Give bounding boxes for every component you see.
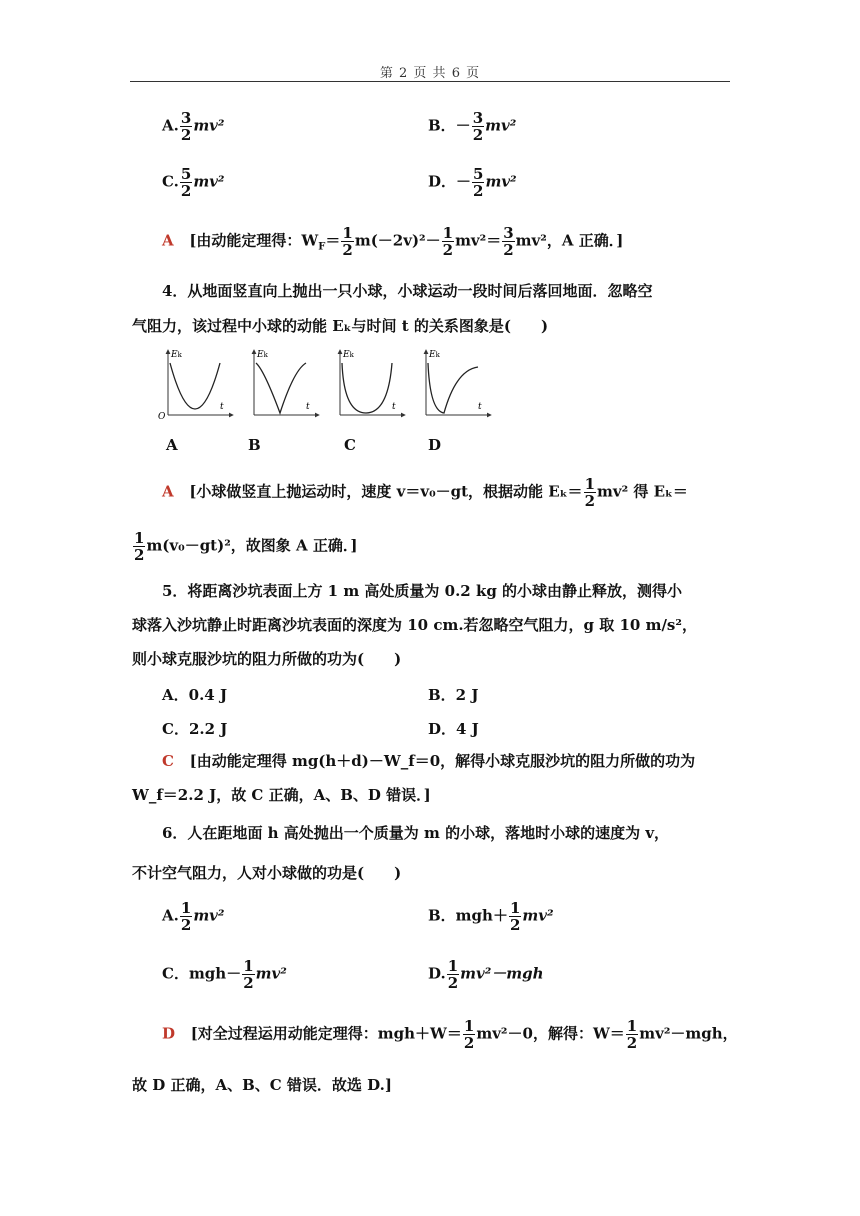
- q3-answer: A [由动能定理得：$W_F=$ $\frac{1}{2}$ m(－2v)²－ $\frac{1}{2}$ mv²＝ $\frac{3}{2}$ mv²，A 正确．]: [162, 224, 624, 259]
- q6-answer-line2: 故 D 正确，A、B、C 错误．故选 D.]: [132, 1076, 392, 1094]
- q6-option-d: D. $\frac{1}{2}$ mv²－mgh: [428, 957, 544, 992]
- q5-option-d: D．4 J: [428, 720, 479, 738]
- answer-letter: C: [162, 752, 174, 770]
- q3-option-c: C. $\frac{5}{2}$ mv²: [162, 165, 225, 200]
- svg-text:Ek: Ek: [171, 350, 182, 360]
- svg-text:Ek: Ek: [257, 350, 268, 360]
- graph-c: [340, 350, 405, 415]
- page-header: 第 2 页 共 6 页: [379, 66, 481, 81]
- svg-text:O: O: [158, 412, 166, 422]
- graph-a: [158, 350, 233, 422]
- svg-text:t: t: [392, 402, 396, 412]
- q4-stem-line1: 4．从地面竖直向上抛出一只小球，小球运动一段时间后落回地面．忽略空: [162, 282, 653, 300]
- q4-answer-line1: A [小球做竖直上抛运动时，速度 v＝v₀－gt，根据动能 Eₖ＝ $\frac{1}{2}$ mv² 得 Eₖ＝: [162, 475, 688, 510]
- q5-answer-line2: W_f＝2.2 J，故 C 正确，A、B、D 错误．]: [132, 786, 431, 804]
- q4-answer-line2: $\frac{1}{2}$ m(v₀－gt)²，故图象 A 正确．]: [134, 529, 358, 564]
- q5-option-b: B．2 J: [428, 686, 479, 704]
- graph-label-a: A: [166, 436, 178, 454]
- answer-letter: A: [162, 482, 174, 501]
- q4-stem-line2: 气阻力，该过程中小球的动能 Eₖ与时间 t 的关系图象是( ): [132, 317, 549, 335]
- q6-stem-line2: 不计空气阻力，人对小球做的功是( ): [132, 864, 402, 882]
- svg-text:t: t: [306, 402, 310, 412]
- q5-stem-line1: 5．将距离沙坑表面上方 1 m 高处质量为 0.2 kg 的小球由静止释放，测得小: [162, 582, 683, 600]
- graph-label-d: D: [428, 436, 442, 454]
- q3-option-a: A. $\frac{3}{2}$ mv²: [162, 109, 225, 144]
- q4-graphs: [158, 345, 498, 425]
- q6-stem-line1: 6．人在距地面 h 高处抛出一个质量为 m 的小球，落地时小球的速度为 v，: [162, 824, 670, 842]
- header-rule: [130, 81, 730, 82]
- answer-letter: D: [162, 1024, 176, 1043]
- svg-text:t: t: [220, 402, 224, 412]
- graph-label-b: B: [248, 436, 261, 454]
- graph-d: [426, 350, 491, 415]
- q6-option-b: B．mgh＋ $\frac{1}{2}$ mv²: [428, 899, 554, 934]
- answer-letter: A: [162, 231, 174, 250]
- svg-text:t: t: [478, 402, 482, 412]
- q6-answer-line1: D [对全过程运用动能定理得：mgh＋W＝ $\frac{1}{2}$ mv²－0，解得：W＝ $\frac{1}{2}$ mv²－mgh，: [162, 1017, 738, 1052]
- q5-stem-line3: 则小球克服沙坑的阻力所做的功为( ): [132, 650, 402, 668]
- q3-option-b: B．－ $\frac{3}{2}$ mv²: [428, 109, 517, 144]
- q6-option-a: A. $\frac{1}{2}$ mv²: [162, 899, 225, 934]
- q3-option-d: D．－ $\frac{5}{2}$ mv²: [428, 165, 517, 200]
- q5-option-c: C．2.2 J: [162, 720, 228, 738]
- graph-b: [254, 350, 319, 415]
- q5-answer-line1: C [由动能定理得 mg(h＋d)－W_f＝0，解得小球克服沙坑的阻力所做的功为: [162, 752, 696, 770]
- q5-stem-line2: 球落入沙坑静止时距离沙坑表面的深度为 10 cm.若忽略空气阻力，g 取 10 m/s²，: [132, 616, 697, 634]
- q6-option-c: C．mgh－ $\frac{1}{2}$ mv²: [162, 957, 287, 992]
- svg-text:Ek: Ek: [343, 350, 354, 360]
- svg-text:Ek: Ek: [429, 350, 440, 360]
- graph-label-c: C: [344, 436, 356, 454]
- q5-option-a: A．0.4 J: [162, 686, 228, 704]
